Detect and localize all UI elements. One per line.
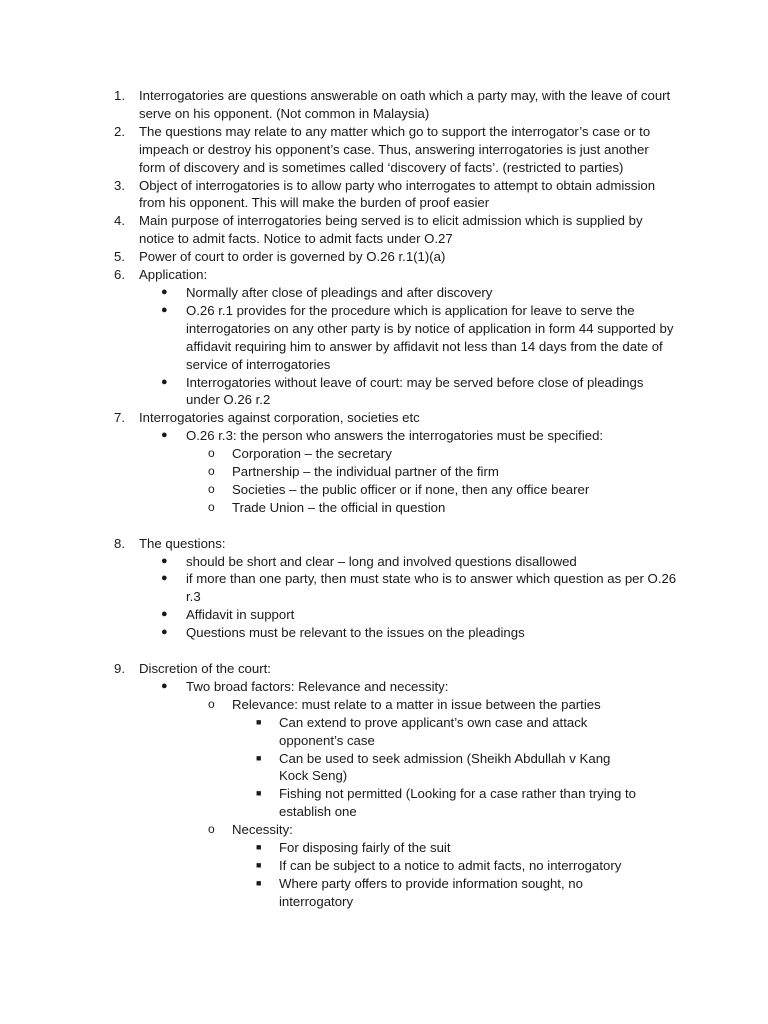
- bullet-square-icon: ■: [256, 877, 262, 888]
- bullet-square-icon: ■: [256, 859, 262, 870]
- item-number: 2.: [114, 123, 125, 139]
- bullet-dot-icon: ●: [161, 429, 168, 442]
- bullet-square-icon: ■: [256, 752, 262, 763]
- sub-sub-item: [0, 481, 768, 499]
- item-number: 3.: [114, 177, 125, 193]
- item-number: 1.: [114, 88, 125, 103]
- list-item-3: [0, 177, 768, 213]
- list-item-1: [0, 87, 768, 123]
- item-text: Application:: [139, 267, 208, 283]
- bullet-dot-icon: ●: [161, 572, 168, 585]
- sub-sub-sub-item-text: For disposing fairly of the suit: [279, 840, 451, 856]
- sub-item-text: O.26 r.1 provides for the procedure which is application for leave to serve the interrogatories on any other party is by notice of application in form 44 supported by affidavit requiring him to answer by affidavit not less than 14 days from the date of service of interrogatories: [186, 302, 674, 372]
- list-item-6: [0, 266, 768, 284]
- sub-sub-sub-item-text: Can extend to prove applicant’s own case and attack opponent’s case: [279, 714, 588, 748]
- sub-sub-item-text: Trade Union – the official in question: [232, 499, 446, 515]
- document-page: [0, 87, 768, 911]
- sub-sub-sub-item: [0, 875, 768, 911]
- bullet-dot-icon: ●: [161, 303, 168, 316]
- sub-sub-sub-item: [0, 785, 768, 821]
- item-text: Interrogatories are questions answerable on oath which a party may, with the leave of court serve on his opponent. (Not common in Malaysia): [139, 88, 671, 121]
- bullet-circle-icon: o: [208, 499, 215, 514]
- sub-item: [0, 284, 768, 302]
- sub-sub-item-text: Societies – the public officer or if none, then any office bearer: [232, 481, 590, 497]
- item-number: 5.: [114, 249, 125, 265]
- bullet-circle-icon: o: [208, 696, 215, 711]
- sub-sub-sub-item-text: Where party offers to provide information sought, no interrogatory: [279, 875, 583, 909]
- bullet-circle-icon: o: [208, 464, 215, 479]
- sub-item-text: O.26 r.3: the person who answers the interrogatories must be specified:: [186, 428, 604, 444]
- sub-item-text: Normally after close of pleadings and after discovery: [186, 284, 493, 300]
- sub-item: [0, 624, 768, 642]
- bullet-dot-icon: ●: [161, 679, 168, 692]
- bullet-dot-icon: ●: [161, 285, 168, 298]
- sub-sub-item-text: Necessity:: [232, 822, 293, 838]
- bullet-square-icon: ■: [256, 716, 262, 727]
- bullet-circle-icon: o: [208, 822, 215, 837]
- sub-item-text: Affidavit in support: [186, 607, 295, 623]
- bullet-square-icon: ■: [256, 788, 262, 799]
- bullet-circle-icon: o: [208, 481, 215, 496]
- sub-sub-item: [0, 696, 768, 714]
- sub-sub-sub-item-text: Can be used to seek admission (Sheikh Abdullah v Kang Kock Seng): [279, 750, 611, 784]
- bullet-circle-icon: o: [208, 446, 215, 461]
- sub-sub-item-text: Corporation – the secretary: [232, 446, 392, 462]
- sub-sub-item: [0, 821, 768, 839]
- item-number: 7.: [114, 410, 125, 426]
- sub-sub-item: [0, 463, 768, 481]
- sub-sub-sub-item-text: If can be subject to a notice to admit facts, no interrogatory: [279, 857, 622, 873]
- sub-item: [0, 427, 768, 445]
- sub-sub-sub-item: [0, 839, 768, 857]
- item-text: The questions may relate to any matter which go to support the interrogator’s case or to impeach or destroy his opponent’s case. Thus, answering interrogatories is just another form of discovery and is sometimes called ‘discovery of facts’. (restricted to parties): [139, 123, 651, 175]
- list-item-9: [0, 660, 768, 678]
- sub-sub-item-text: Partnership – the individual partner of the firm: [232, 464, 499, 480]
- sub-sub-item: [0, 445, 768, 463]
- sub-sub-sub-item: [0, 857, 768, 875]
- list-item-8: [0, 535, 768, 553]
- sub-item: [0, 570, 768, 606]
- blank-line: [0, 517, 768, 535]
- item-text: The questions:: [139, 535, 226, 551]
- item-text: Discretion of the court:: [139, 660, 271, 676]
- item-text: Object of interrogatories is to allow party who interrogates to attempt to obtain admission from his opponent. This will make the burden of proof easier: [139, 177, 656, 211]
- sub-item: [0, 302, 768, 374]
- bullet-dot-icon: ●: [161, 375, 168, 388]
- item-text: Power of court to order is governed by O.26 r.1(1)(a): [139, 249, 446, 265]
- sub-sub-sub-item: [0, 750, 768, 786]
- list-item-4: [0, 212, 768, 248]
- sub-item-text: Questions must be relevant to the issues on the pleadings: [186, 625, 525, 641]
- item-text: Interrogatories against corporation, societies etc: [139, 410, 420, 426]
- item-number: 9.: [114, 660, 125, 676]
- item-number: 6.: [114, 267, 125, 283]
- sub-item: [0, 374, 768, 410]
- sub-item: [0, 678, 768, 696]
- sub-item-text: should be short and clear – long and involved questions disallowed: [186, 553, 577, 569]
- sub-sub-sub-item: [0, 714, 768, 750]
- sub-sub-item-text: Relevance: must relate to a matter in issue between the parties: [232, 696, 601, 712]
- sub-sub-item: [0, 499, 768, 517]
- list-item-5: [0, 248, 768, 266]
- sub-sub-sub-item-text: Fishing not permitted (Looking for a case rather than trying to establish one: [279, 786, 636, 820]
- bullet-square-icon: ■: [256, 842, 262, 853]
- sub-item-text: Interrogatories without leave of court: may be served before close of pleadings under O.26 r.2: [186, 374, 644, 408]
- list-item-2: [0, 123, 768, 177]
- sub-item: [0, 606, 768, 624]
- bullet-dot-icon: ●: [161, 608, 168, 621]
- blank-line: [0, 642, 768, 660]
- item-number: 4.: [114, 213, 125, 229]
- bullet-dot-icon: ●: [161, 554, 168, 567]
- item-number: 8.: [114, 535, 125, 551]
- sub-item: [0, 553, 768, 571]
- sub-item-text: if more than one party, then must state who is to answer which question as per O.26 r.3: [186, 571, 677, 605]
- sub-item-text: Two broad factors: Relevance and necessity:: [186, 678, 449, 694]
- list-item-7: [0, 409, 768, 427]
- item-text: Main purpose of interrogatories being served is to elicit admission which is supplied by notice to admit facts. Notice to admit facts under O.27: [139, 213, 643, 247]
- bullet-dot-icon: ●: [161, 626, 168, 639]
